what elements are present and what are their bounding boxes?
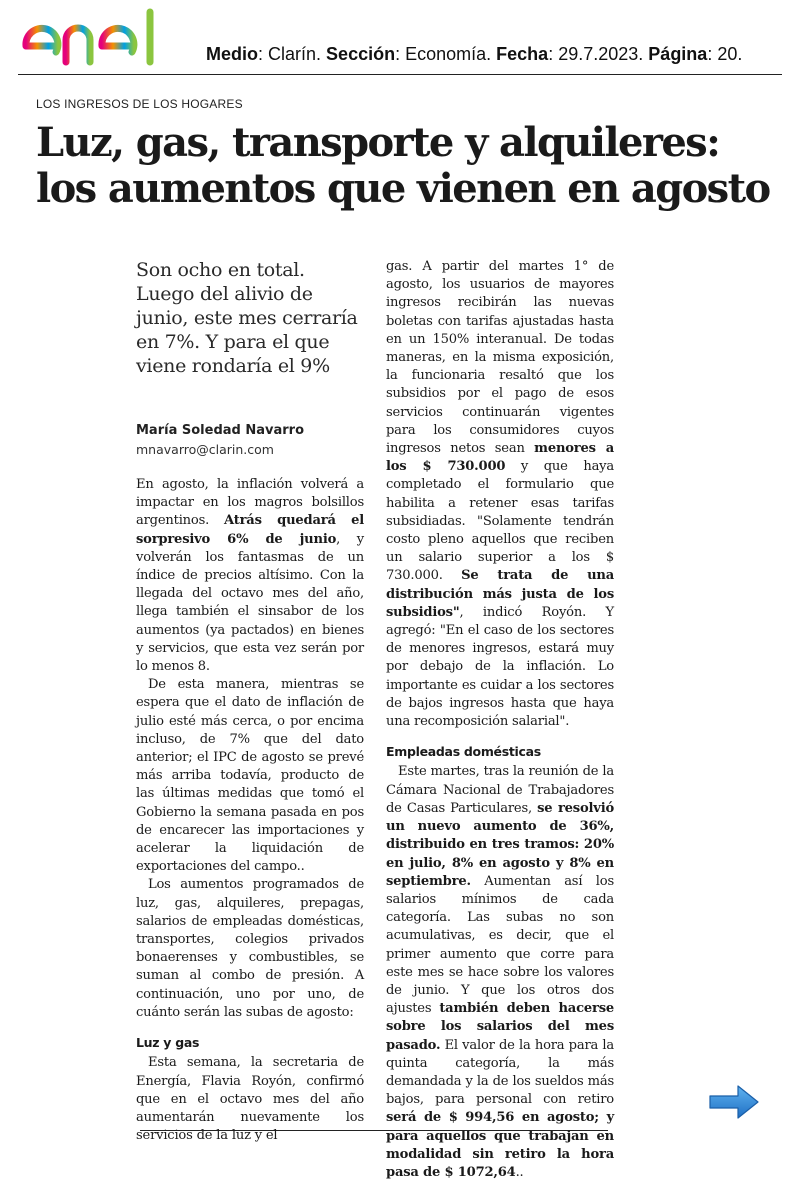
- article-column-1: [136, 476, 364, 1145]
- pagina-label: Página: [648, 44, 708, 64]
- subhead-luz-gas: Luz y gas: [136, 1035, 200, 1051]
- header-divider: [18, 74, 782, 75]
- paragraph: Esta semana, la secretaria de Energía, Flavia Royón, confirmó que en el octavo mes del año aumentarán nuevamente los servicios de la luz y el: [136, 1055, 364, 1144]
- headline: [36, 120, 786, 212]
- footer-divider: [140, 1130, 608, 1131]
- medio-label: Medio: [206, 44, 258, 64]
- author-email[interactable]: mnavarro@clarin.com: [136, 442, 274, 457]
- paragraph: gas. A partir del martes 1° de agosto, los usuarios de mayores ingresos recibirán las nuevas boletas con tarifas ajustadas hasta en un 150% interanual. De todas maneras, en la misma exposición, la funcionaria resaltó que los subsidios por el pago de esos servicios continuarán vigentes para los consumidores cuyos ingresos netos sean menores a los $ 730.000 y que haya completado el formulario que habilita a retener esas tarifas subsidiadas. "Solamente tendrán costo pleno aquellos que reciben un salario superior a los $ 730.000. Se trata de una distribución más justa de los subsidios", indicó Royón. Y agregó: "En el caso de los sectores de menores ingresos, estará muy por debajo de la inflación. Lo importante es cuidar a los sectores de bajos ingresos hasta que haya una recomposición salarial".: [386, 259, 615, 730]
- seccion-value: Economía.: [405, 44, 492, 64]
- fecha-label: Fecha: [496, 44, 549, 64]
- source-line: Medio: Clarín. Sección: Economía. Fecha: 29.7.2023. Página: 20.: [206, 44, 743, 64]
- paragraph: En agosto, la inflación volverá a impactar en los magros bolsillos argentinos. Atrás quedará el sorpresivo 6% de junio, y volverán los fantasmas de un índice de precios altísimo. Con la llegada del octavo mes del año, llega también el sinsabor de los aumentos (ya pactados) en bienes y servicios, que esta vez serán por lo menos 8.: [136, 477, 364, 675]
- seccion-label: Sección: [326, 44, 396, 64]
- paragraph: De esta manera, mientras se espera que el dato de inflación de julio esté más cerca, o por encima incluso, de 7% que del dato anterior; el IPC de agosto se prevé más arriba todavía, producto de las últimas medidas que tomó el Gobierno la semana pasada en pos de encarecer las importaciones y acelerar la liquidación de exportaciones del campo..: [136, 677, 364, 875]
- enel-logo: [18, 8, 178, 68]
- headline-line: Luz, gas, transporte y alquileres:: [36, 119, 720, 166]
- fecha-value: 29.7.2023.: [558, 44, 644, 64]
- article-column-2: [386, 258, 614, 1182]
- kicker: LOS INGRESOS DE LOS HOGARES: [36, 97, 243, 111]
- deck: [136, 258, 372, 378]
- headline-line: los aumentos que vienen en agosto: [36, 165, 770, 212]
- pagina-value: 20.: [717, 44, 743, 64]
- deck-line: Luego del alivio de: [136, 283, 313, 305]
- arrow-right-icon[interactable]: [708, 1084, 760, 1120]
- deck-line: en 7%. Y para el que: [136, 331, 330, 353]
- deck-line: Son ocho en total.: [136, 259, 305, 281]
- author-name: María Soledad Navarro: [136, 423, 305, 438]
- paragraph: Este martes, tras la reunión de la Cámara Nacional de Trabajadores de Casas Particulares, se resolvió un nuevo aumento de 36%, distribuido en tres tramos: 20% en julio, 8% en agosto y 8% en septiembre. Aumentan así los salarios mínimos de cada categoría. Las subas no son acumulativas, es decir, que el primer aumento que corre para este mes se hace sobre los valores de junio. Y que los otros dos ajustes también deben hacerse sobre los salarios del mes pasado. El valor de la hora para la quinta categoría, la más demandada y la de los sueldos más bajos, para personal con retiro será de $ 994,56 en agosto; y para aquellos que trabajan en modalidad sin retiro la hora pasa de $ 1072,64..: [386, 764, 615, 1180]
- deck-line: viene rondaría el 9%: [136, 355, 330, 377]
- deck-line: junio, este mes cerraría: [136, 307, 358, 329]
- subhead-empleadas: Empleadas domésticas: [386, 744, 541, 760]
- medio-value: Clarín.: [268, 44, 322, 64]
- paragraph: Los aumentos programados de luz, gas, alquileres, prepagas, salarios de empleadas domésticas, transportes, colegios privados bonaerenses y combustibles, se suman al combo de presión. A continuación, uno por uno, de cuánto serán las subas de agosto:: [136, 877, 364, 1020]
